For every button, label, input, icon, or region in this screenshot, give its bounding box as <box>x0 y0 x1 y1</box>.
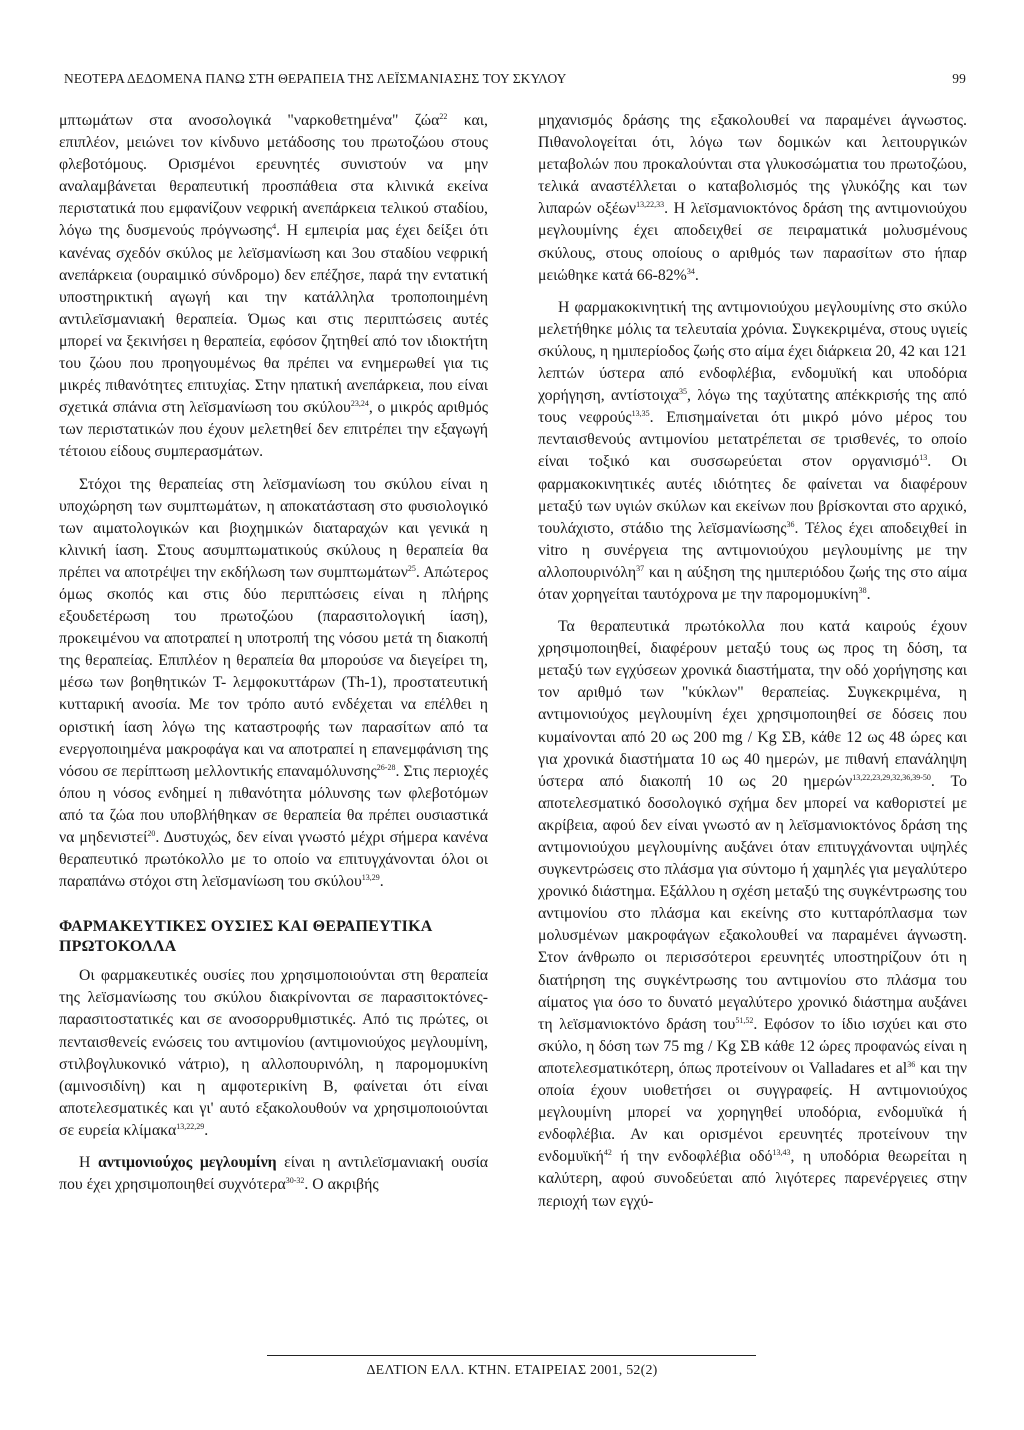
citation: 23,24 <box>350 399 369 409</box>
citation: 34 <box>686 266 695 276</box>
page-number: 99 <box>952 71 966 86</box>
running-header <box>64 71 966 87</box>
paragraph: Τα θεραπευτικά πρωτόκολλα που κατά καιρούς έχουν χρησιμοποιηθεί, διαφέρουν μεταξύ τους ως προς τη δόση, τα μεταξύ των εγχύσεων χρονικά διαστήματα, την οδό χορήγησης και τον αριθμό των "κύκλων" θεραπείας. Συγκεκριμένα, η αντιμονιούχος μεγλουμίνη έχει χρησιμοποιηθεί σε δόσεις που κυμαίνονται από 20 ως 200 mg / Kg ΣΒ, κάθε 12 ως 48 ώρες και για χρονικά διαστήματα 10 ως 40 ημερών, με πιθανή επανάληψη ύστερα από διακοπή 10 ως 20 ημερών$^{13,22,23,29,32,36,39-50}$. Το αποτελεσματικό δοσολογικό σχήμα δεν μπορεί να καθοριστεί με ακρίβεια, αφού δεν είναι γνωστό αν η λεϊσμανιοκτόνος δράση της αντιμονιούχου μεγλουμίνης αυξάνει όταν επιτυγχάνονται υψηλές συγκεντρώσεις στο πλάσμα για σύντομο ή χαμηλές για μεγαλύτερο χρονικό διάστημα. Εξάλλου η σχέση μεταξύ της συγκέντρωσης του αντιμονίου στο πλάσμα και εκείνης στο κυτταρόπλασμα των μολυσμένων μακροφάγων εξακολουθεί να παραμένει άγνωστη. Στον άνθρωπο οι περισσότεροι ερευνητές υποστηρίζουν ότι η διατήρηση της συγκέντρωσης του αντιμονίου στο πλάσμα του αίματος για όσο το δυνατό μεγαλύτερο χρονικό διάστημα αυξάνει τη λεϊσμανιοκτόνο δράση του$^{51,52}$. Εφόσον το ίδιο ισχύει και στο σκύλο, η δόση των 75 mg / Kg ΣΒ κάθε 12 ώρες προφανώς είναι η αποτελεσματικότερη, όπως προτείνουν οι Valladares et $al^{36}$ και την οποία έχουν υιοθετήσει οι συγγραφείς. Η αντιμονιούχος μεγλουμίνη μπορεί να χορηγηθεί υποδόρια, ενδομυϊκά ή ενδοφλέβια. Αν και ορισμένοι ερευνητές προτείνουν την ενδομυϊκή$^{42}$ ή την ενδοφλέβια οδό$^{13,43}$, η υποδόρια θεωρείται η καλύτερη, αφού συνοδεύεται από λιγότερες παρενέργειες στην περιοχή των εγχύ- <box>538 618 968 1210</box>
left-column <box>59 110 488 1206</box>
citation: 13 <box>919 453 928 463</box>
paragraph: Οι φαρμακευτικές ουσίες που χρησιμοποιούνται στη θεραπεία της λεϊσμανίωσης του σκύλου διακρίνονται σε παρασιτοκτόνες-παρασιτοστατικές και σε ανοσορρυθμιστικές. Από τις πρώτες, οι πενταισθενείς ενώσεις του αντιμονίου (αντιμονιούχος μεγλουμίνη, στιλβογλυκονικό νάτριο), η αλλοπουρινόλη, η παρομομυκίνη (αμινοσιδίνη) και η αμφοτερικίνη Β, φαίνεται ότι είναι αποτελεσματικές και γι' αυτό εξακολουθούν να χρησιμοποιούνται σε ευρεία κλίμακα$^{13,22,29}$. <box>59 967 488 1139</box>
citation: 20 <box>147 829 156 838</box>
citation: 35 <box>679 387 688 397</box>
citation: 42 <box>603 1148 612 1158</box>
paragraph: μηχανισμός δράσης της εξακολουθεί να παραμένει άγνωστος. Πιθανολογείται ότι, λόγω των δομικών και λειτουργικών μεταβολών που προκαλούνται στα γλυκοσώματια του πρωτοζώου, τελικά αναστέλλεται ο καταβολισμός της γλυκόζης και των λιπαρών οξέων$^{13,22,33}$. Η λεϊσμανιοκτόνος δράση της αντιμονιούχου μεγλουμίνης έχει αποδειχθεί σε πειραματικά μολυσμένους σκύλους, στους οποίους ο αριθμός των παρασίτων στο ήπαρ μειώθηκε κατά 66-82%$^{34}$. <box>538 112 967 284</box>
citation: 36 <box>786 519 795 529</box>
citation: 13,43 <box>772 1148 791 1158</box>
paragraph: Η αντιμονιούχος μεγλουμίνη είναι η αντιλεϊσμανιακή ουσία που έχει χρησιμοποιηθεί συχνότερα$^{30-32}$. Ο ακριβής <box>59 1154 488 1194</box>
citation: 51,52 <box>735 1015 754 1025</box>
paragraph: Στόχοι της θεραπείας στη λεϊσμανίωση του σκύλου είναι η υποχώρηση των συμπτωμάτων, η αποκατάσταση στο φυσιολογικό των αιματολογικών και βιοχημικών διαταραχών και γενικά η κλινική ίαση. Στους ασυμπτωματικούς σκύλους η θεραπεία θα πρέπει να αποτρέψει την εκδήλωση των συμπτωμάτων$^{25}$. Απώτερος όμως σκοπός και στις δύο περιπτώσεις είναι η πλήρης εξουδετέρωση του πρωτοζώου (παρασιτολογική ίαση), προκειμένου να αποτραπεί η υποτροπή της νόσου μετά τη διακοπή της θεραπείας. Επιπλέον η θεραπεία θα μπορούσε να διεγείρει τη, μέσω των βοηθητικών Τ- λεμφοκυττάρων (Th-1), προστατευτική κυτταρική ανοσία. Με τον τρόπο αυτό ενδέχεται να επέλθει η οριστική ίαση λόγω της καταστροφής των παρασίτων από τα ενεργοποιημένα μακροφάγα και να αποτραπεί η επανεμφάνιση της νόσου σε περίπτωση μελλοντικής επαναμόλυνσης$^{26-28}$. Στις περιοχές όπου η νόσος ενδημεί η πιθανότητα μόλυνσης των φλεβοτόμων από τα ζώα που υποβλήθηκαν σε θεραπεία θα πρέπει ουσιαστικά να μηδενιστεί$^{20}$. Δυστυχώς, δεν είναι γνωστό μέχρι σήμερα κανένα θεραπευτικό πρωτόκολλο με το οποίο να επιτυγχάνονται όλοι οι παραπάνω στόχοι στη λεϊσμανίωση του σκύλου$^{13,29}$. <box>59 475 489 891</box>
citation: 13,22,29 <box>176 1121 205 1131</box>
citation: 37 <box>636 563 645 573</box>
citation: 13,22,23,29,32,36,39-50 <box>852 772 931 782</box>
footer-rule <box>267 1355 756 1356</box>
citation: 25 <box>407 563 416 573</box>
paragraph: Η φαρμακοκινητική της αντιμονιούχου μεγλουμίνης στο σκύλο μελετήθηκε μόλις τα τελευταία χρόνια. Συγκεκριμένα, στους υγιείς σκύλους, η ημιπερίοδος ζωής στο αίμα έχει διάρκεια 20, 42 και 121 λεπτών ύστερα από ενδοφλέβια, ενδομυϊκή και υποδόρια χορήγηση, αντίστοιχα$^{35}$, λόγω της ταχύτατης απέκκρισής της από τους νεφρούς$^{13,35}$. Επισημαίνεται ότι μικρό μόνο μέρος του πενταισθενούς αντιμονίου μετατρέπεται σε τρισθενές, το οποίο είναι τοξικό και συσσωρεύεται στον οργανισμό$^{13}$. Οι φαρμακοκινητικές αυτές ιδιότητες δε φαίνεται να διαφέρουν μεταξύ των υγιών σκύλων και εκείνων που βρίσκονται στο αρχικό, τουλάχιστο, στάδιο της λεϊσμανίωσης$^{36}$. Τέλος έχει αποδειχθεί in vitro η συνέργεια της αντιμονιούχου μεγλουμίνης με την αλλοπουρινόλη$^{37}$ και η αύξηση της ημιπεριόδου ζωής της στο αίμα όταν χορηγείται ταυτόχρονα με την παρομομυκίνη$^{38}$. <box>538 298 968 603</box>
citation: 22 <box>439 112 448 121</box>
citation: 4 <box>272 222 277 232</box>
running-title: ΝΕΟΤΕΡΑ ΔΕΔΟΜΕΝΑ ΠΑΝΩ ΣΤΗ ΘΕΡΑΠΕΙΑ ΤΗΣ ΛΕΪΣΜΑΝΙΑΣΗΣ ΤΟΥ ΣΚΥΛΟΥ <box>64 71 567 86</box>
right-column <box>538 110 967 1223</box>
citation: 38 <box>858 585 867 595</box>
journal-footer: ΔΕΛΤΙΟΝ ΕΛΛ. ΚΤΗΝ. ΕΤΑΙΡΕΙΑΣ 2001, 52(2) <box>366 1363 658 1378</box>
section-heading: ΦΑΡΜΑΚΕΥΤΙΚΕΣ ΟΥΣΙΕΣ ΚΑΙ ΘΕΡΑΠΕΥΤΙΚΑ ΠΡΩΤΟΚΟΛΛΑ <box>59 918 432 956</box>
citation: 13,35 <box>631 409 650 419</box>
citation: 30-32 <box>285 1176 305 1186</box>
paragraph: μπτωμάτων στα ανοσολογικά "ναρκοθετημένα" ζώα$^{22}$ και, επιπλέον, μειώνει τον κίνδυνο μετάδοσης του πρωτοζώου στους φλεβοτόμους. Ορισμένοι ερευνητές συνιστούν να μην αναλαμβάνεται θεραπευτική προσπάθεια στα κλινικά εκείνα περιστατικά που εμφανίζουν νεφρική ανεπάρκεια τελικού σταδίου, λόγω της δυσμενούς πρόγνωσης$^4$. Η εμπειρία μας έχει δείξει ότι κανένας σχεδόν σκύλος με λεϊσμανίωση και 3ου σταδίου νεφρική ανεπάρκεια (ουραιμικό σύνδρομο) δεν επέζησε, παρά την εντατική υποστηρικτική αγωγή και την κατάλληλα τροποποιημένη αντιλεϊσμανιακή θεραπεία. Όμως και στις περιπτώσεις αυτές μπορεί να ξεκινήσει η θεραπεία, εφόσον ζητηθεί από τον ιδιοκτήτη του ζώου που προηγουμένως θα πρέπει να ενημερωθεί για τις μικρές πιθανότητες επιτυχίας. Στην ηπατική ανεπάρκεια, που είναι σχετικά σπάνια στη λεϊσμανίωση του σκύλου$^{23,24}$, ο μικρός αριθμός των περιστατικών που έχουν μελετηθεί δεν επιτρέπει την εξαγωγή τέτοιου είδους συμπερασμάτων. <box>59 112 488 461</box>
citation: 26-28 <box>376 762 396 772</box>
citation: 13,22,33 <box>636 200 665 210</box>
citation: 36 <box>907 1059 916 1069</box>
citation: 13,29 <box>361 873 380 883</box>
bold-term: αντιμονιούχος μεγλουμίνη <box>97 1154 277 1172</box>
